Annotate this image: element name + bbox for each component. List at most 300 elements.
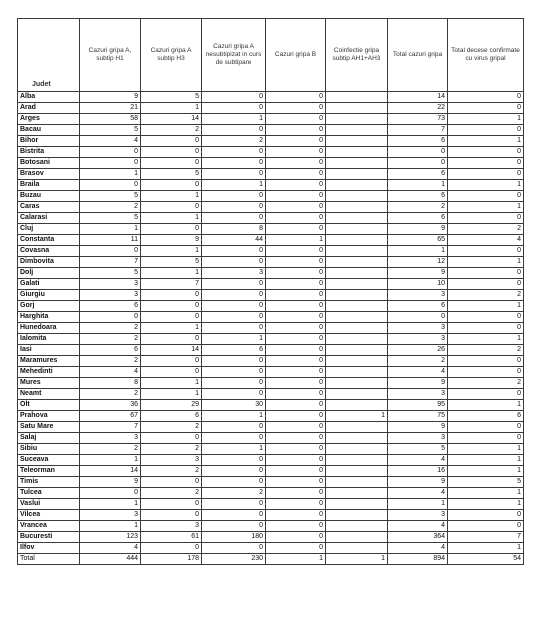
table-row [18, 213, 524, 224]
county-cell: Sibiu [18, 444, 80, 455]
table-row [18, 147, 524, 158]
table-row [18, 312, 524, 323]
total-cases-cell: 6 [388, 136, 448, 147]
coinfection-cell [326, 202, 388, 213]
b-cell: 0 [266, 290, 326, 301]
h3-cell: 3 [141, 521, 202, 532]
a-unsubtyped-cell: 0 [202, 257, 266, 268]
a-unsubtyped-cell: 2 [202, 488, 266, 499]
h1-cell: 1 [80, 499, 141, 510]
a-unsubtyped-cell: 0 [202, 202, 266, 213]
a-unsubtyped-cell: 6 [202, 345, 266, 356]
b-cell: 0 [266, 455, 326, 466]
h3-cell: 1 [141, 191, 202, 202]
total-deaths-cell: 0 [448, 510, 524, 521]
table-row [18, 202, 524, 213]
coinfection-cell [326, 477, 388, 488]
table-row [18, 411, 524, 422]
h1-cell: 2 [80, 356, 141, 367]
table-row [18, 191, 524, 202]
h3-cell: 0 [141, 477, 202, 488]
total-deaths-cell: 1 [448, 488, 524, 499]
table-row [18, 334, 524, 345]
table-row [18, 224, 524, 235]
county-cell: Giurgiu [18, 290, 80, 301]
county-cell: Hunedoara [18, 323, 80, 334]
b-cell: 0 [266, 477, 326, 488]
coinfection-cell [326, 532, 388, 543]
coinfection-cell [326, 323, 388, 334]
coinfection-cell [326, 290, 388, 301]
total-cases-cell: 26 [388, 345, 448, 356]
h1-cell: 5 [80, 268, 141, 279]
spreadsheet-area [17, 18, 524, 565]
coinfection-cell [326, 301, 388, 312]
county-cell: Timis [18, 477, 80, 488]
h3-cell: 1 [141, 268, 202, 279]
coinfection-cell [326, 444, 388, 455]
county-cell: Tulcea [18, 488, 80, 499]
h1-cell: 0 [80, 180, 141, 191]
h1-cell: 1 [80, 169, 141, 180]
total-cases-cell: 7 [388, 125, 448, 136]
coinfection-cell [326, 510, 388, 521]
total-deaths-cell: 0 [448, 433, 524, 444]
total-cases-cell: 73 [388, 114, 448, 125]
table-row [18, 477, 524, 488]
coinfection-cell [326, 92, 388, 103]
total-deaths-cell: 54 [448, 554, 524, 565]
total-deaths-cell: 0 [448, 521, 524, 532]
county-cell: Harghita [18, 312, 80, 323]
a-unsubtyped-cell: 0 [202, 433, 266, 444]
a-unsubtyped-cell: 0 [202, 279, 266, 290]
a-unsubtyped-cell: 1 [202, 444, 266, 455]
total-deaths-cell: 0 [448, 356, 524, 367]
county-cell: Teleorman [18, 466, 80, 477]
h3-cell: 0 [141, 543, 202, 554]
total-deaths-cell: 2 [448, 290, 524, 301]
coinfection-cell [326, 191, 388, 202]
coinfection-cell [326, 235, 388, 246]
a-unsubtyped-cell: 0 [202, 125, 266, 136]
b-cell: 0 [266, 279, 326, 290]
h1-cell: 4 [80, 136, 141, 147]
coinfection-cell: 1 [326, 411, 388, 422]
h3-cell: 0 [141, 158, 202, 169]
total-deaths-cell: 0 [448, 246, 524, 257]
h1-cell: 2 [80, 323, 141, 334]
county-cell: Calarasi [18, 213, 80, 224]
b-cell: 0 [266, 367, 326, 378]
total-cases-cell: 9 [388, 268, 448, 279]
h3-cell: 7 [141, 279, 202, 290]
a-unsubtyped-cell: 180 [202, 532, 266, 543]
total-deaths-cell: 0 [448, 268, 524, 279]
b-cell: 1 [266, 235, 326, 246]
table-row [18, 246, 524, 257]
coinfection-cell [326, 180, 388, 191]
county-cell: Suceava [18, 455, 80, 466]
coinfection-cell [326, 279, 388, 290]
h3-cell: 29 [141, 400, 202, 411]
county-cell: Iasi [18, 345, 80, 356]
total-deaths-cell: 1 [448, 257, 524, 268]
b-cell: 0 [266, 532, 326, 543]
county-cell: Olt [18, 400, 80, 411]
total-cases-cell: 3 [388, 510, 448, 521]
b-cell: 0 [266, 356, 326, 367]
b-cell: 0 [266, 158, 326, 169]
total-deaths-cell: 1 [448, 202, 524, 213]
coinfection-cell [326, 103, 388, 114]
table-row [18, 301, 524, 312]
column-header-coinfection: Coinfectie gripa subtip AH1+AH3 [326, 19, 388, 92]
b-cell: 0 [266, 389, 326, 400]
table-row [18, 180, 524, 191]
h1-cell: 8 [80, 378, 141, 389]
table-row [18, 444, 524, 455]
county-cell: Bihor [18, 136, 80, 147]
total-cases-cell: 5 [388, 444, 448, 455]
coinfection-cell [326, 312, 388, 323]
county-cell: Constanta [18, 235, 80, 246]
a-unsubtyped-cell: 0 [202, 455, 266, 466]
b-cell: 0 [266, 378, 326, 389]
table-row [18, 158, 524, 169]
b-cell: 0 [266, 114, 326, 125]
total-cases-cell: 2 [388, 202, 448, 213]
h1-cell: 4 [80, 367, 141, 378]
h3-cell: 0 [141, 202, 202, 213]
h1-cell: 4 [80, 543, 141, 554]
coinfection-cell [326, 334, 388, 345]
h1-cell: 1 [80, 455, 141, 466]
column-header-h3-cases: Cazuri gripa A subtip H3 [141, 19, 202, 92]
h3-cell: 178 [141, 554, 202, 565]
a-unsubtyped-cell: 1 [202, 180, 266, 191]
county-cell: Vrancea [18, 521, 80, 532]
total-deaths-cell: 1 [448, 136, 524, 147]
h3-cell: 1 [141, 103, 202, 114]
h3-cell: 0 [141, 224, 202, 235]
h1-cell: 0 [80, 158, 141, 169]
county-cell: Mures [18, 378, 80, 389]
coinfection-cell [326, 158, 388, 169]
county-cell: Total [18, 554, 80, 565]
coinfection-cell [326, 268, 388, 279]
coinfection-cell [326, 169, 388, 180]
h1-cell: 5 [80, 191, 141, 202]
a-unsubtyped-cell: 1 [202, 114, 266, 125]
total-cases-cell: 6 [388, 301, 448, 312]
total-deaths-cell: 1 [448, 543, 524, 554]
county-cell: Vaslui [18, 499, 80, 510]
total-deaths-cell: 0 [448, 422, 524, 433]
coinfection-cell [326, 136, 388, 147]
table-row [18, 235, 524, 246]
total-deaths-cell: 0 [448, 367, 524, 378]
a-unsubtyped-cell: 8 [202, 224, 266, 235]
table-header [18, 19, 524, 92]
coinfection-cell [326, 246, 388, 257]
h3-cell: 0 [141, 136, 202, 147]
b-cell: 0 [266, 268, 326, 279]
total-cases-cell: 1 [388, 246, 448, 257]
table-row [18, 521, 524, 532]
total-cases-cell: 1 [388, 499, 448, 510]
total-cases-cell: 75 [388, 411, 448, 422]
table-row [18, 125, 524, 136]
h3-cell: 0 [141, 334, 202, 345]
coinfection-cell [326, 367, 388, 378]
total-cases-cell: 16 [388, 466, 448, 477]
county-cell: Vilcea [18, 510, 80, 521]
h3-cell: 0 [141, 301, 202, 312]
b-cell: 0 [266, 400, 326, 411]
b-cell: 0 [266, 411, 326, 422]
total-deaths-cell: 0 [448, 125, 524, 136]
column-header-total-cases: Total cazuri gripa [388, 19, 448, 92]
h3-cell: 5 [141, 92, 202, 103]
total-cases-cell: 22 [388, 103, 448, 114]
h1-cell: 123 [80, 532, 141, 543]
h1-cell: 11 [80, 235, 141, 246]
h1-cell: 2 [80, 389, 141, 400]
b-cell: 0 [266, 257, 326, 268]
table-row [18, 268, 524, 279]
h3-cell: 0 [141, 367, 202, 378]
total-cases-cell: 0 [388, 312, 448, 323]
table-row [18, 92, 524, 103]
b-cell: 0 [266, 147, 326, 158]
table-row [18, 455, 524, 466]
a-unsubtyped-cell: 0 [202, 422, 266, 433]
table-body [18, 92, 524, 565]
a-unsubtyped-cell: 0 [202, 213, 266, 224]
total-deaths-cell: 1 [448, 400, 524, 411]
b-cell: 0 [266, 169, 326, 180]
total-deaths-cell: 0 [448, 279, 524, 290]
column-header-a-unsubtyped-cases: Cazuri gripa A nesubtipizat in curs de subtipare [202, 19, 266, 92]
total-deaths-cell: 4 [448, 235, 524, 246]
a-unsubtyped-cell: 1 [202, 334, 266, 345]
total-deaths-cell: 1 [448, 444, 524, 455]
b-cell: 0 [266, 323, 326, 334]
coinfection-cell [326, 389, 388, 400]
b-cell: 0 [266, 246, 326, 257]
b-cell: 0 [266, 345, 326, 356]
county-cell: Galati [18, 279, 80, 290]
h1-cell: 36 [80, 400, 141, 411]
total-deaths-cell: 1 [448, 301, 524, 312]
total-deaths-cell: 2 [448, 378, 524, 389]
table-row [18, 114, 524, 125]
total-cases-cell: 3 [388, 323, 448, 334]
h1-cell: 2 [80, 334, 141, 345]
table-row [18, 323, 524, 334]
h3-cell: 1 [141, 323, 202, 334]
h3-cell: 9 [141, 235, 202, 246]
total-cases-cell: 1 [388, 180, 448, 191]
a-unsubtyped-cell: 0 [202, 191, 266, 202]
b-cell: 0 [266, 136, 326, 147]
coinfection-cell [326, 147, 388, 158]
table-row [18, 543, 524, 554]
county-cell: Bucuresti [18, 532, 80, 543]
h1-cell: 3 [80, 290, 141, 301]
column-header-county: Judet [18, 19, 80, 92]
county-cell: Neamt [18, 389, 80, 400]
h3-cell: 0 [141, 147, 202, 158]
coinfection-cell [326, 224, 388, 235]
county-cell: Arad [18, 103, 80, 114]
total-deaths-cell: 0 [448, 147, 524, 158]
a-unsubtyped-cell: 0 [202, 378, 266, 389]
total-deaths-cell: 1 [448, 499, 524, 510]
h1-cell: 1 [80, 521, 141, 532]
table-row [18, 136, 524, 147]
a-unsubtyped-cell: 230 [202, 554, 266, 565]
a-unsubtyped-cell: 0 [202, 169, 266, 180]
table-row [18, 169, 524, 180]
coinfection-cell [326, 455, 388, 466]
county-cell: Botosani [18, 158, 80, 169]
coinfection-cell [326, 213, 388, 224]
b-cell: 0 [266, 433, 326, 444]
a-unsubtyped-cell: 0 [202, 356, 266, 367]
a-unsubtyped-cell: 0 [202, 323, 266, 334]
table-row [18, 422, 524, 433]
coinfection-cell [326, 499, 388, 510]
b-cell: 0 [266, 92, 326, 103]
h3-cell: 2 [141, 125, 202, 136]
table-row [18, 488, 524, 499]
coinfection-cell [326, 543, 388, 554]
h1-cell: 58 [80, 114, 141, 125]
h1-cell: 0 [80, 246, 141, 257]
total-deaths-cell: 1 [448, 466, 524, 477]
county-cell: Brasov [18, 169, 80, 180]
county-cell: Gorj [18, 301, 80, 312]
total-deaths-cell: 5 [448, 477, 524, 488]
total-deaths-cell: 0 [448, 169, 524, 180]
total-cases-cell: 6 [388, 169, 448, 180]
h1-cell: 2 [80, 444, 141, 455]
a-unsubtyped-cell: 0 [202, 466, 266, 477]
coinfection-cell [326, 400, 388, 411]
total-deaths-cell: 0 [448, 312, 524, 323]
h3-cell: 5 [141, 169, 202, 180]
b-cell: 0 [266, 224, 326, 235]
h1-cell: 21 [80, 103, 141, 114]
a-unsubtyped-cell: 0 [202, 246, 266, 257]
a-unsubtyped-cell: 44 [202, 235, 266, 246]
b-cell: 0 [266, 103, 326, 114]
coinfection-cell [326, 345, 388, 356]
total-cases-cell: 4 [388, 521, 448, 532]
h1-cell: 3 [80, 279, 141, 290]
column-header-b-cases: Cazuri gripa B [266, 19, 326, 92]
b-cell: 0 [266, 334, 326, 345]
total-deaths-cell: 0 [448, 92, 524, 103]
h1-cell: 14 [80, 466, 141, 477]
h1-cell: 0 [80, 147, 141, 158]
b-cell: 0 [266, 213, 326, 224]
a-unsubtyped-cell: 0 [202, 477, 266, 488]
coinfection-cell [326, 422, 388, 433]
total-cases-cell: 14 [388, 92, 448, 103]
county-cell: Satu Mare [18, 422, 80, 433]
h1-cell: 3 [80, 510, 141, 521]
h1-cell: 0 [80, 312, 141, 323]
h3-cell: 14 [141, 345, 202, 356]
total-deaths-cell: 0 [448, 158, 524, 169]
table-row [18, 257, 524, 268]
county-cell: Dimbovita [18, 257, 80, 268]
a-unsubtyped-cell: 0 [202, 92, 266, 103]
a-unsubtyped-cell: 0 [202, 367, 266, 378]
h1-cell: 9 [80, 92, 141, 103]
h3-cell: 3 [141, 455, 202, 466]
total-cases-cell: 4 [388, 367, 448, 378]
h3-cell: 2 [141, 488, 202, 499]
total-cases-cell: 9 [388, 378, 448, 389]
h3-cell: 6 [141, 411, 202, 422]
h3-cell: 1 [141, 213, 202, 224]
county-cell: Ialomita [18, 334, 80, 345]
b-cell: 0 [266, 312, 326, 323]
h1-cell: 9 [80, 477, 141, 488]
a-unsubtyped-cell: 0 [202, 510, 266, 521]
county-cell: Salaj [18, 433, 80, 444]
county-cell: Alba [18, 92, 80, 103]
h1-cell: 3 [80, 433, 141, 444]
total-deaths-cell: 2 [448, 224, 524, 235]
b-cell: 0 [266, 180, 326, 191]
total-deaths-cell: 1 [448, 114, 524, 125]
column-header-total-deaths: Total decese confirmate cu virus gripal [448, 19, 524, 92]
total-deaths-cell: 1 [448, 334, 524, 345]
b-cell: 0 [266, 543, 326, 554]
h3-cell: 1 [141, 389, 202, 400]
a-unsubtyped-cell: 0 [202, 521, 266, 532]
column-header-h1-cases: Cazuri gripa A, subtip H1 [80, 19, 141, 92]
total-deaths-cell: 6 [448, 411, 524, 422]
total-cases-cell: 9 [388, 422, 448, 433]
a-unsubtyped-cell: 3 [202, 268, 266, 279]
b-cell: 0 [266, 510, 326, 521]
h1-cell: 5 [80, 213, 141, 224]
h3-cell: 0 [141, 312, 202, 323]
a-unsubtyped-cell: 0 [202, 499, 266, 510]
total-cases-cell: 4 [388, 543, 448, 554]
h3-cell: 1 [141, 246, 202, 257]
h1-cell: 1 [80, 224, 141, 235]
total-deaths-cell: 7 [448, 532, 524, 543]
h3-cell: 0 [141, 499, 202, 510]
total-cases-cell: 3 [388, 433, 448, 444]
h3-cell: 0 [141, 356, 202, 367]
coinfection-cell [326, 378, 388, 389]
total-cases-cell: 95 [388, 400, 448, 411]
h1-cell: 67 [80, 411, 141, 422]
coinfection-cell [326, 114, 388, 125]
table-row [18, 433, 524, 444]
coinfection-cell [326, 356, 388, 367]
h1-cell: 0 [80, 488, 141, 499]
table-row [18, 466, 524, 477]
